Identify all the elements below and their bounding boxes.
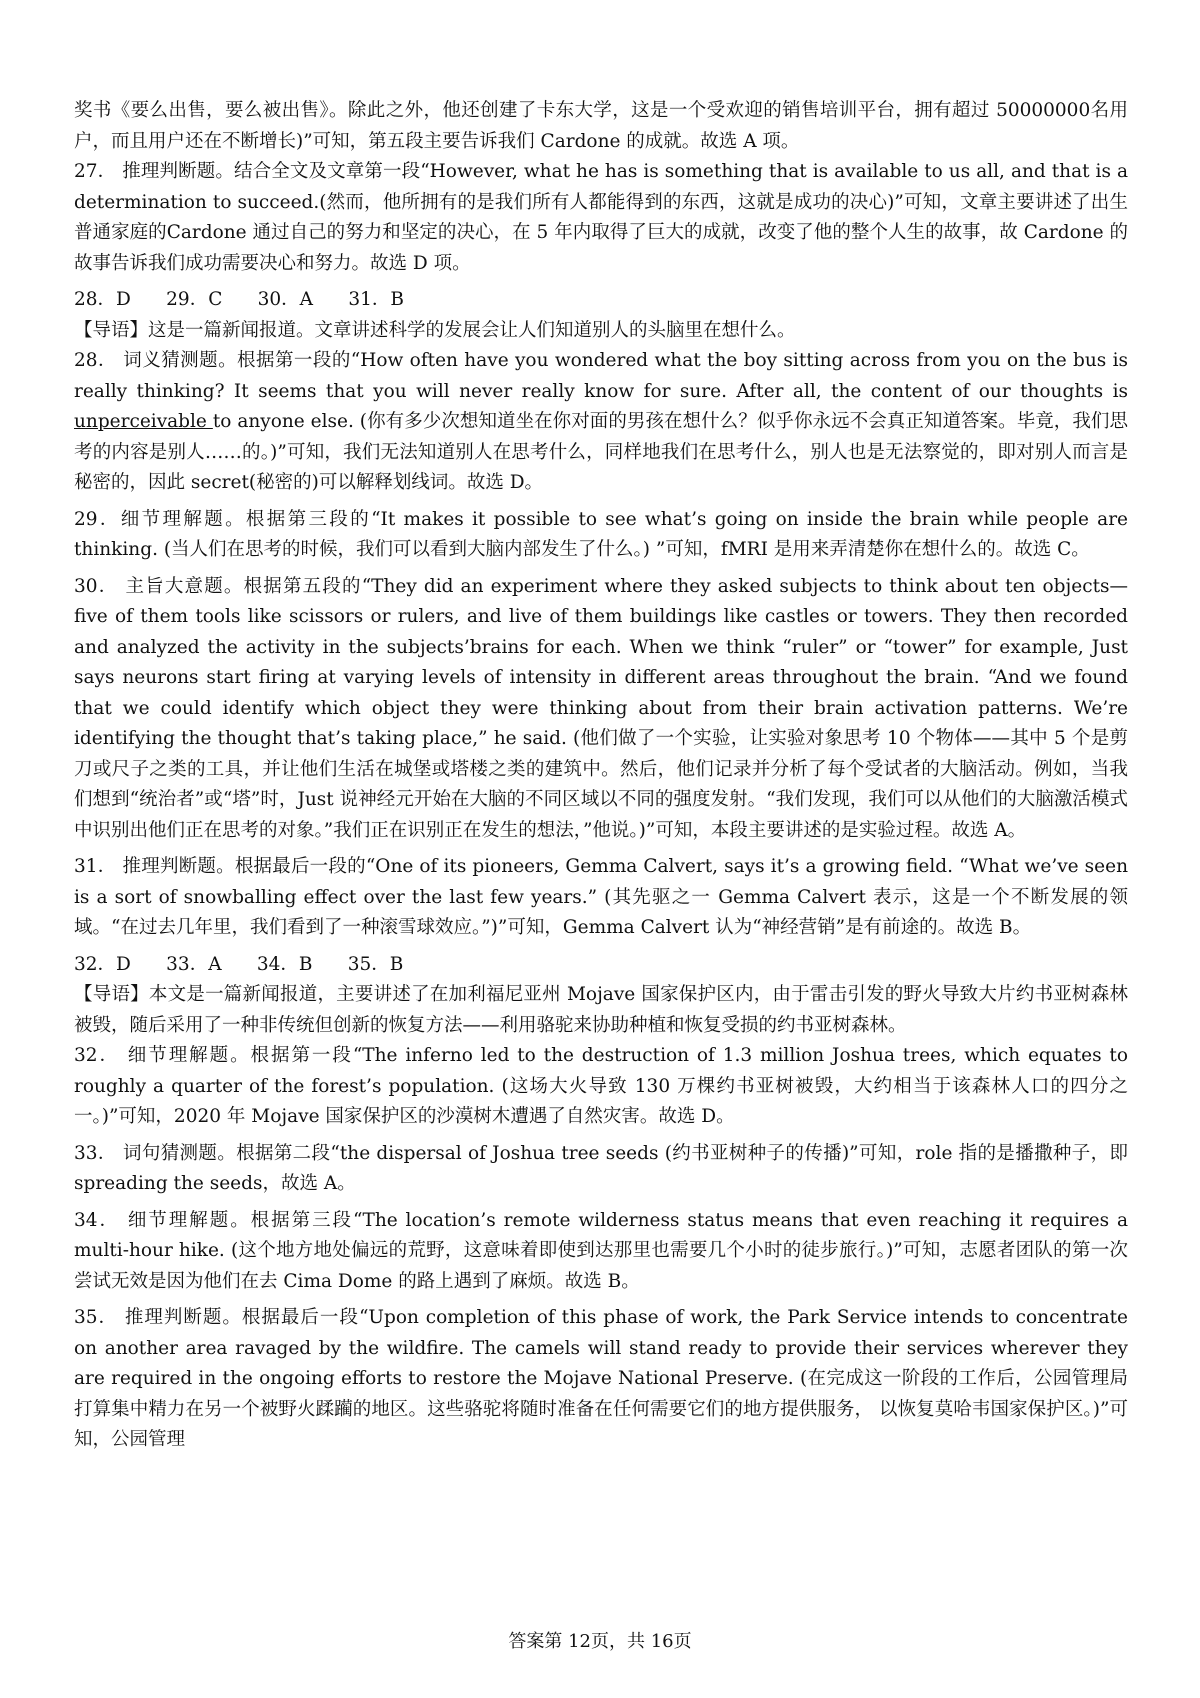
explanation-q33: 33． 词句猜测题。根据第二段“the dispersal of Joshua tree seeds (约书亚树种子的传播)”可知，role 指的是播撒种子，即 spreading the seeds，故选 A。 <box>74 1142 1128 1194</box>
explanation-q30: 30． 主旨大意题。根据第五段的“They did an experiment where they asked subjects to think about ten objects—five of them tools like scissors or rulers, and live of them buildings like castles or towers. They then recorded and analyzed the activity in the subjects’brains for each. When we think “ruler” or “tower” for example, Just says neurons start firing at varying levels of intensity in different areas throughout the brain. “And we found that we could identify which object they were thinking about from their brain activation patterns. We’re identifying the thought that’s taking place,” he said. (他们做了一个实验，让实验对象思考 10 个物体——其中 5 个是剪刀或尺子之类的工具，并让他们生活在城堡或塔楼之类的建筑中。然后，他们记录并分析了每个受试者的大脑活动。例如，当我们想到“统治者”或“塔”时，Just 说神经元开始在大脑的不同区域以不同的强度发射。“我们发现，我们可以从他们的大脑激活模式中识别出他们正在思考的对象。”我们正在识别正在发生的想法，”他说。)”可知，本段主要讲述的是实验过程。故选 A。 <box>74 575 1128 841</box>
answer-line-28-31: 28．D 29．C 30．A 31．B <box>74 289 404 310</box>
explanation-q29: 29．细节理解题。根据第三段的“It makes it possible to see what’s going on inside the brain while people are thinking. (当人们在思考的时候，我们可以看到大脑内部发生了什么。) ”可知，fMRI 是用来弄清楚你在想什么的。故选 C。 <box>74 508 1128 560</box>
explanation-q31: 31． 推理判断题。根据最后一段的“One of its pioneers, Gemma Calvert, says it’s a growing field. “What we’ve seen is a sort of snowballing effect over the last few years.” (其先驱之一 Gemma Calvert 表示，这是一个不断发展的领域。“在过去几年里，我们看到了一种滚雪球效应。”)”可知，Gemma Calvert 认为“神经营销”是有前途的。故选 B。 <box>74 856 1128 938</box>
guide-passage-3: 【导语】本文是一篇新闻报道，主要讲述了在加利福尼亚州 Mojave 国家保护区内，由于雷击引发的野火导致大片约书亚树森林被毁，随后采用了一种非传统但创新的恢复方法——利用骆驼来协助种植和恢复受损的约书亚树森林。 <box>74 984 1128 1036</box>
explanation-q27: 27． 推理判断题。结合全文及文章第一段“However, what he has is something that is available to us all, and that is a determination to succeed.(然而，他所拥有的是我们所有人都能得到的东西，这就是成功的决心)”可知，文章主要讲述了出生普通家庭的Cardone 通过自己的努力和坚定的决心，在 5 年内取得了巨大的成就，改变了他的整个人生的故事，故 Cardone 的故事告诉我们成功需要决心和努力。故选 D 项。 <box>74 161 1128 274</box>
guide-passage-2: 【导语】这是一篇新闻报道。文章讲述科学的发展会让人们知道别人的头脑里在想什么。 <box>74 319 796 341</box>
underlined-word: unperceivable <box>74 411 213 432</box>
explanation-q34: 34． 细节理解题。根据第三段“The location’s remote wilderness status means that even reaching it requires a multi-hour hike. (这个地方地处偏远的荒野，这意味着即使到达那里也需要几个小时的徒步旅行。)”可知，志愿者团队的第一次尝试无效是因为他们在去 Cima Dome 的路上遇到了麻烦。故选 B。 <box>74 1209 1128 1292</box>
q28-text-after: to anyone else. (你有多少次想知道坐在你对面的男孩在想什么？似乎你永远不会真正知道答案。毕竟，我们思考的内容是别人……的。)”可知，我们无法知道别人在思考什么，同样地我们在思考什么，别人也是无法察觉的，即对别人而言是秘密的，因此 secret(秘密的)可以解释划线词。故选 D。 <box>74 411 1128 493</box>
explanation-q28 <box>74 346 1128 499</box>
explanation-q35: 35． 推理判断题。根据最后一段“Upon completion of this phase of work, the Park Service intends to concentrate on another area ravaged by the wildfire. The camels will stand ready to provide their services wherever they are required in the ongoing efforts to restore the Mojave National Preserve. (在完成这一阶段的工作后，公园管理局打算集中精力在另一个被野火蹂躏的地区。这些骆驼将随时准备在任何需要它们的地方提供服务， 以恢复莫哈韦国家保护区。)”可知，公园管理 <box>74 1307 1128 1450</box>
q28-text-before: 28． 词义猜测题。根据第一段的“How often have you wondered what the boy sitting across from you on the bus is really thinking? It seems that you will never really know for sure. After all, the content of our thoughts is <box>74 350 1128 402</box>
explanation-q32: 32． 细节理解题。根据第一段“The inferno led to the destruction of 1.3 million Joshua trees, which equates to roughly a quarter of the forest’s population. (这场大火导致 130 万棵约书亚树被毁，大约相当于该森林人口的四分之一。)”可知，2020 年 Mojave 国家保护区的沙漠树木遭遇了自然灾害。故选 D。 <box>74 1045 1128 1127</box>
paragraph-q26-continued: 奖书《要么出售，要么被出售》。除此之外，他还创建了卡东大学，这是一个受欢迎的销售培训平台，拥有超过 50000000名用户，而且用户还在不断增长)”可知，第五段主要告诉我们 Cardone 的成就。故选 A 项。 <box>74 100 1128 152</box>
answer-line-32-35: 32．D 33．A 34．B 35．B <box>74 953 404 975</box>
page-footer: 答案第 12页，共 16页 <box>508 1631 692 1652</box>
